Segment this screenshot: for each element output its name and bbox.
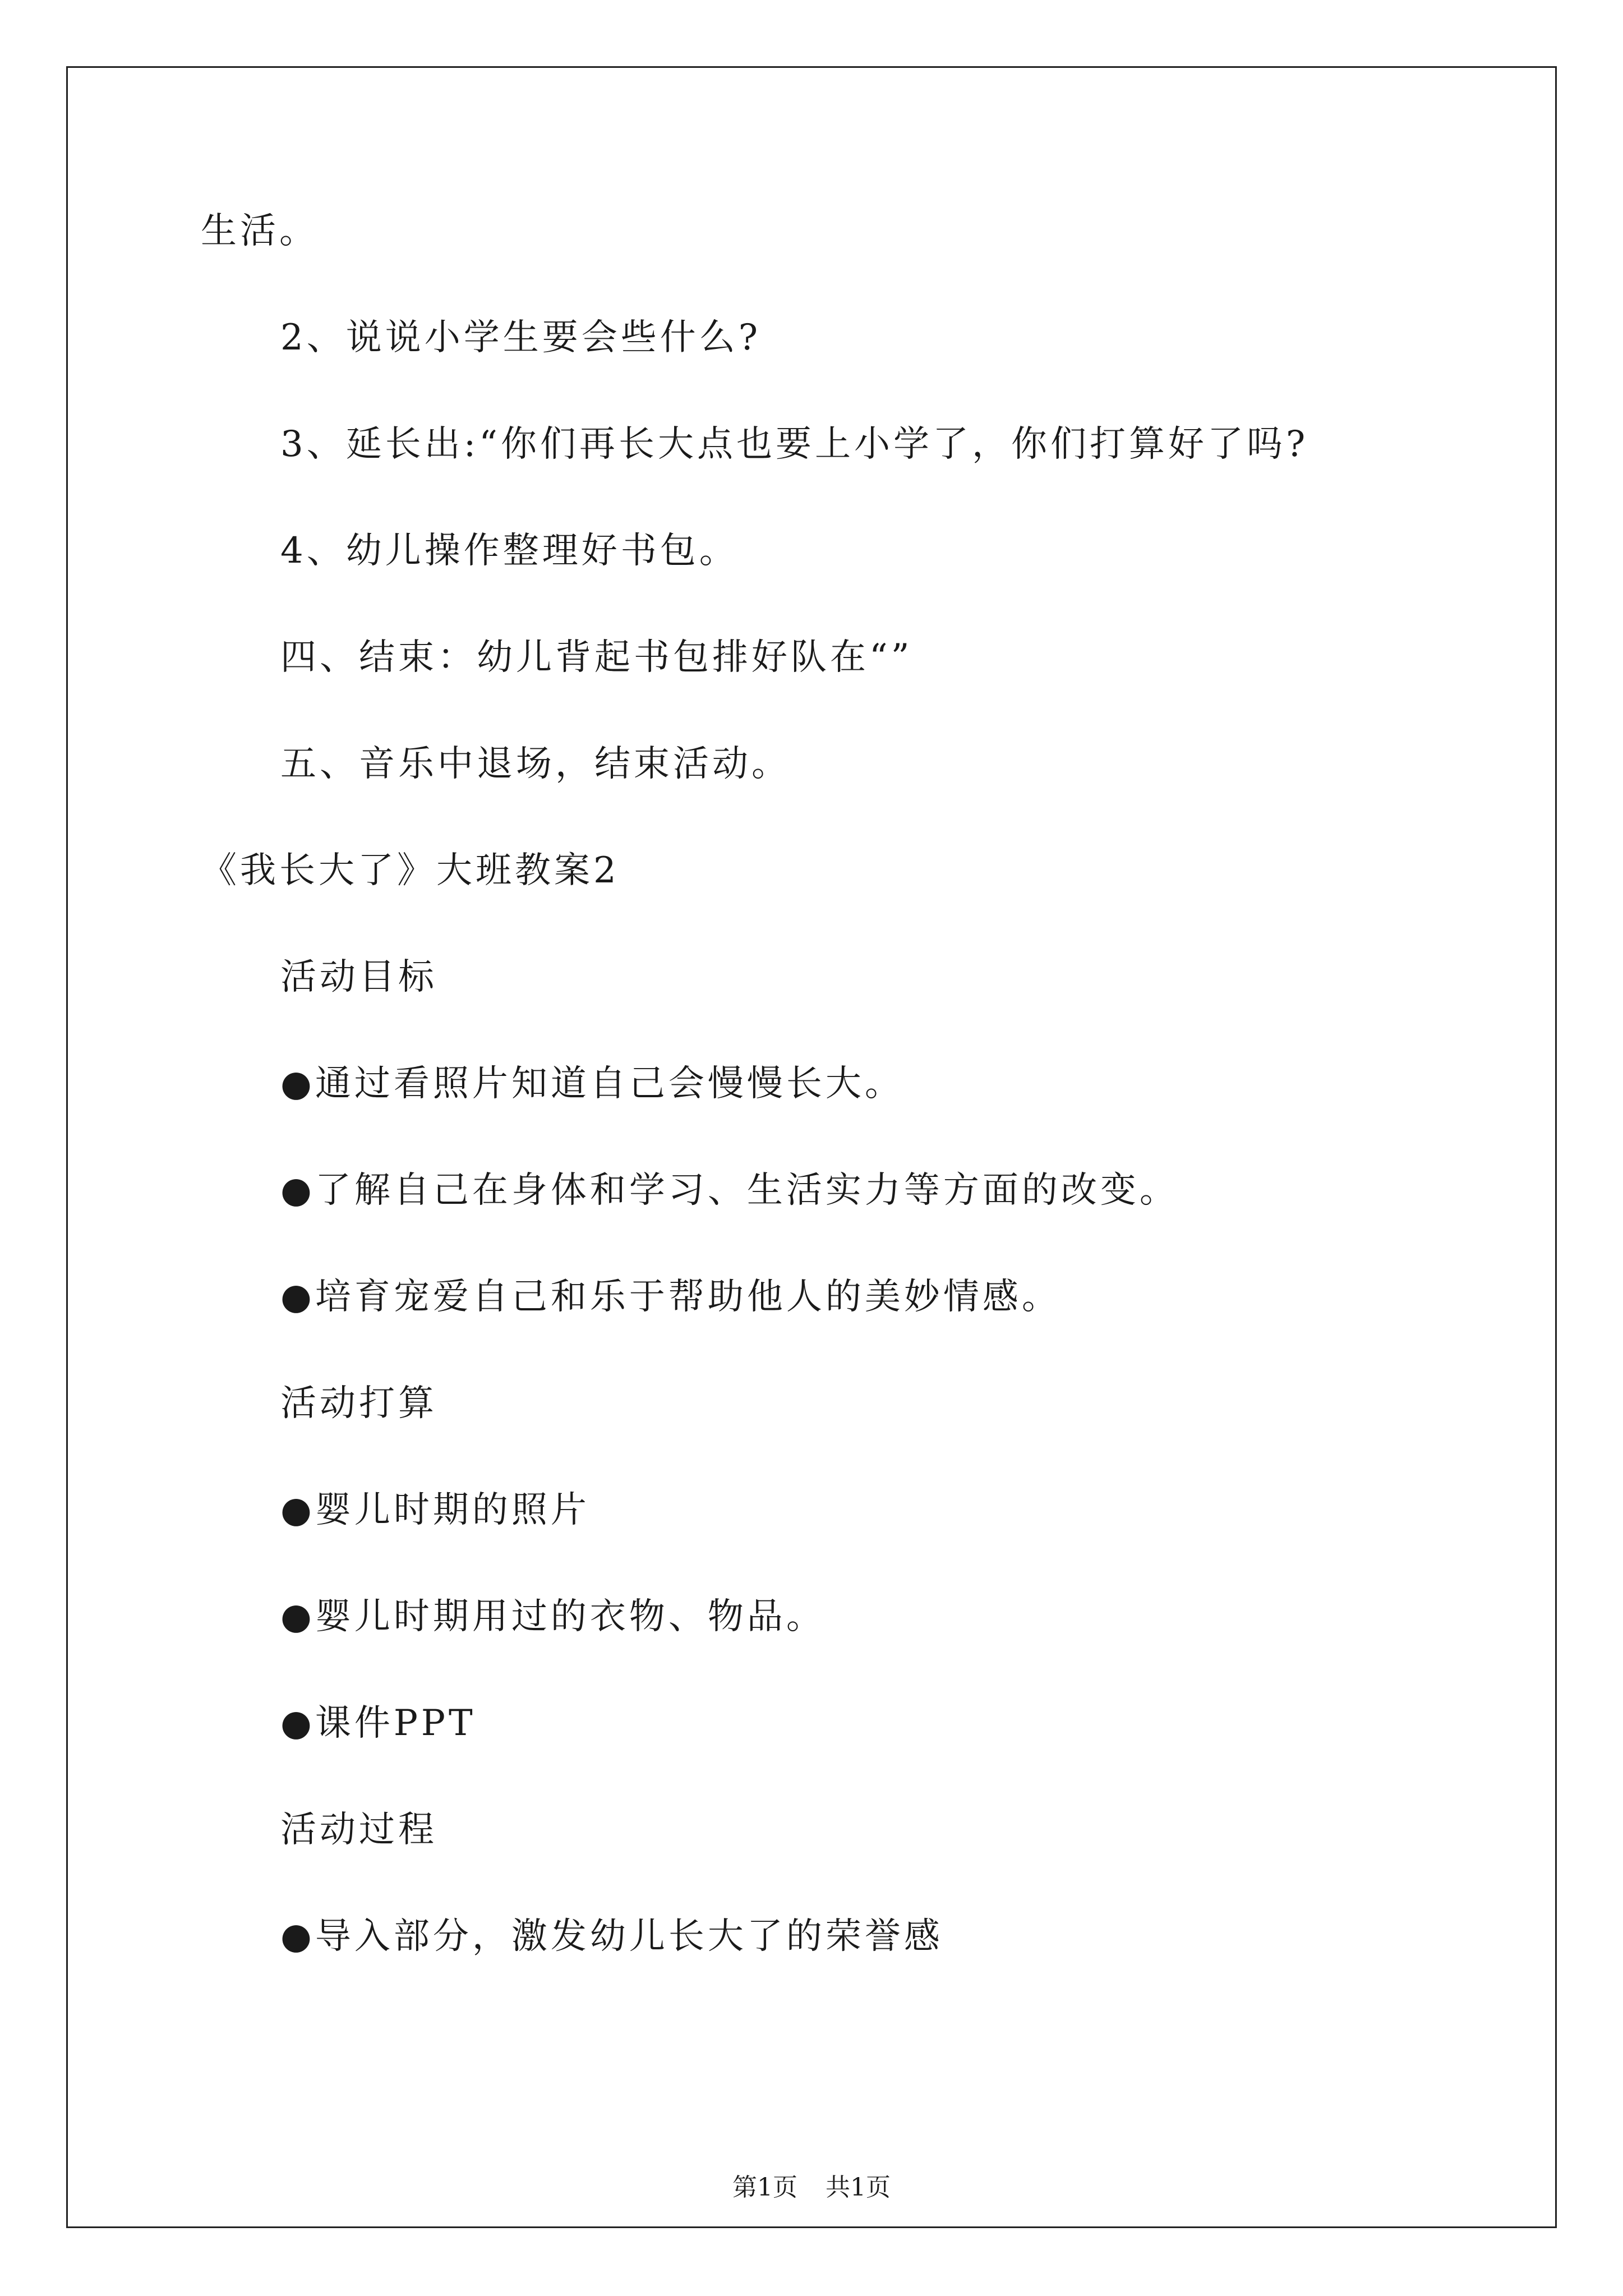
section-heading: 《我长大了》大班教案2 bbox=[201, 850, 620, 891]
text-line: 4、幼儿操作整理好书包。 bbox=[280, 530, 739, 572]
text-line: 3、延长出:“你们再长大点也要上小学了，你们打算好了吗? bbox=[280, 424, 1309, 465]
subheading: 活动目标 bbox=[280, 956, 437, 998]
bullet-item: ●通过看照片知道自己会慢慢长大。 bbox=[280, 1063, 904, 1105]
bullet-item: ●培育宠爱自己和乐于帮助他人的美妙情感。 bbox=[280, 1276, 1061, 1318]
bullet-item: ●婴儿时期的照片 bbox=[280, 1489, 590, 1531]
text-line: 四、结束：幼儿背起书包排好队在“” bbox=[280, 637, 913, 678]
page-footer bbox=[0, 2172, 1623, 2203]
bullet-item: ●课件PPT bbox=[280, 1703, 476, 1744]
page-number-total: 共1页 bbox=[826, 2173, 891, 2202]
bullet-item: ●导入部分，激发幼儿长大了的荣誉感 bbox=[280, 1916, 943, 1957]
bullet-item: ●婴儿时期用过的衣物、物品。 bbox=[280, 1596, 826, 1637]
text-line: 2、说说小学生要会些什么? bbox=[280, 317, 762, 358]
page-number-current: 第1页 bbox=[732, 2173, 797, 2202]
subheading: 活动打算 bbox=[280, 1383, 437, 1424]
bullet-item: ●了解自己在身体和学习、生活实力等方面的改变。 bbox=[280, 1170, 1179, 1211]
text-line: 五、音乐中退场，结束活动。 bbox=[280, 743, 791, 785]
page-border bbox=[66, 66, 1557, 2228]
text-line: 生活。 bbox=[201, 210, 319, 252]
subheading: 活动过程 bbox=[280, 1809, 437, 1851]
